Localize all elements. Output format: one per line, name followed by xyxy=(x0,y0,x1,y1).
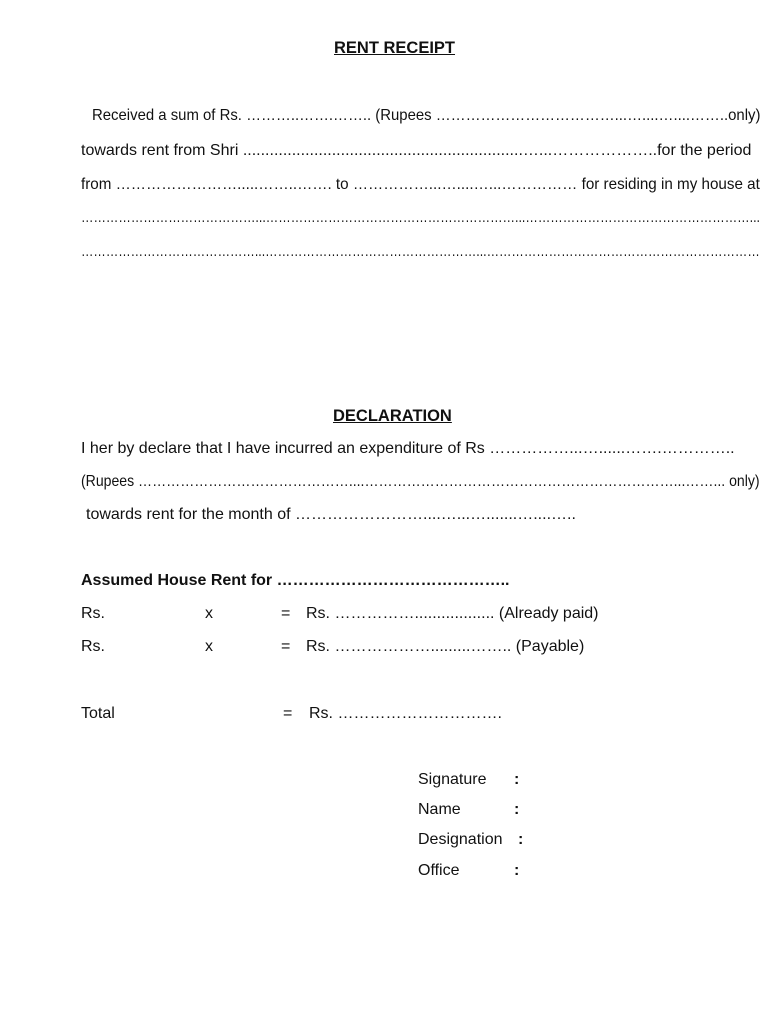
rent-row-amount: Rs. ……………….........…….. (Payable) xyxy=(306,638,585,655)
receipt-line-address-1: ……………………………………...……………………………………………………...………………………………………………... xyxy=(81,209,761,226)
assumed-rent-heading: Assumed House Rent for …………………………………….. xyxy=(81,572,510,589)
total-equals: = xyxy=(283,705,293,722)
rent-row-equals: = xyxy=(281,638,291,655)
rent-row-label: Rs. xyxy=(81,605,105,622)
signature-colon: : xyxy=(514,771,520,788)
rent-row-equals: = xyxy=(281,605,291,622)
signature-label: Signature xyxy=(418,771,487,788)
declaration-title: DECLARATION xyxy=(333,407,452,425)
designation-colon: : xyxy=(518,831,524,848)
rent-row-label: Rs. xyxy=(81,638,105,655)
office-colon: : xyxy=(514,862,520,879)
name-colon: : xyxy=(514,801,520,818)
designation-label: Designation xyxy=(418,831,503,848)
office-label: Office xyxy=(418,862,460,879)
total-label: Total xyxy=(81,705,115,722)
receipt-line-amount: Received a sum of Rs. ………..…….…….. (Rupees ………………………………...…....…....……..only) xyxy=(92,107,761,124)
receipt-line-address-2: ……………………………………...……………………………………………...………………………………………………………… xyxy=(81,243,760,260)
receipt-title: RENT RECEIPT xyxy=(334,39,456,57)
total-amount: Rs. …………………………. xyxy=(309,705,502,722)
rent-row-amount: Rs. …………….................. (Already paid) xyxy=(306,605,599,622)
receipt-line-period: from …………………….....……..……. to ……………...…....…...…………… for residing in my house at xyxy=(81,176,760,193)
declaration-line-expenditure: I her by declare that I have incurred an expenditure of Rs ……………...…......…….………….. xyxy=(81,440,735,457)
declaration-line-rupees: (Rupees ………………………………………....…………………………………………………………...……... only) xyxy=(81,473,760,490)
rent-row-multiply: x xyxy=(205,638,213,655)
receipt-line-from-shri: towards rent from Shri ...............................................................…...………………..for the period xyxy=(81,142,752,159)
rent-row-multiply: x xyxy=(205,605,213,622)
declaration-line-month: towards rent for the month of ……………………....…...….......…....….. xyxy=(86,506,576,523)
name-label: Name xyxy=(418,801,461,818)
